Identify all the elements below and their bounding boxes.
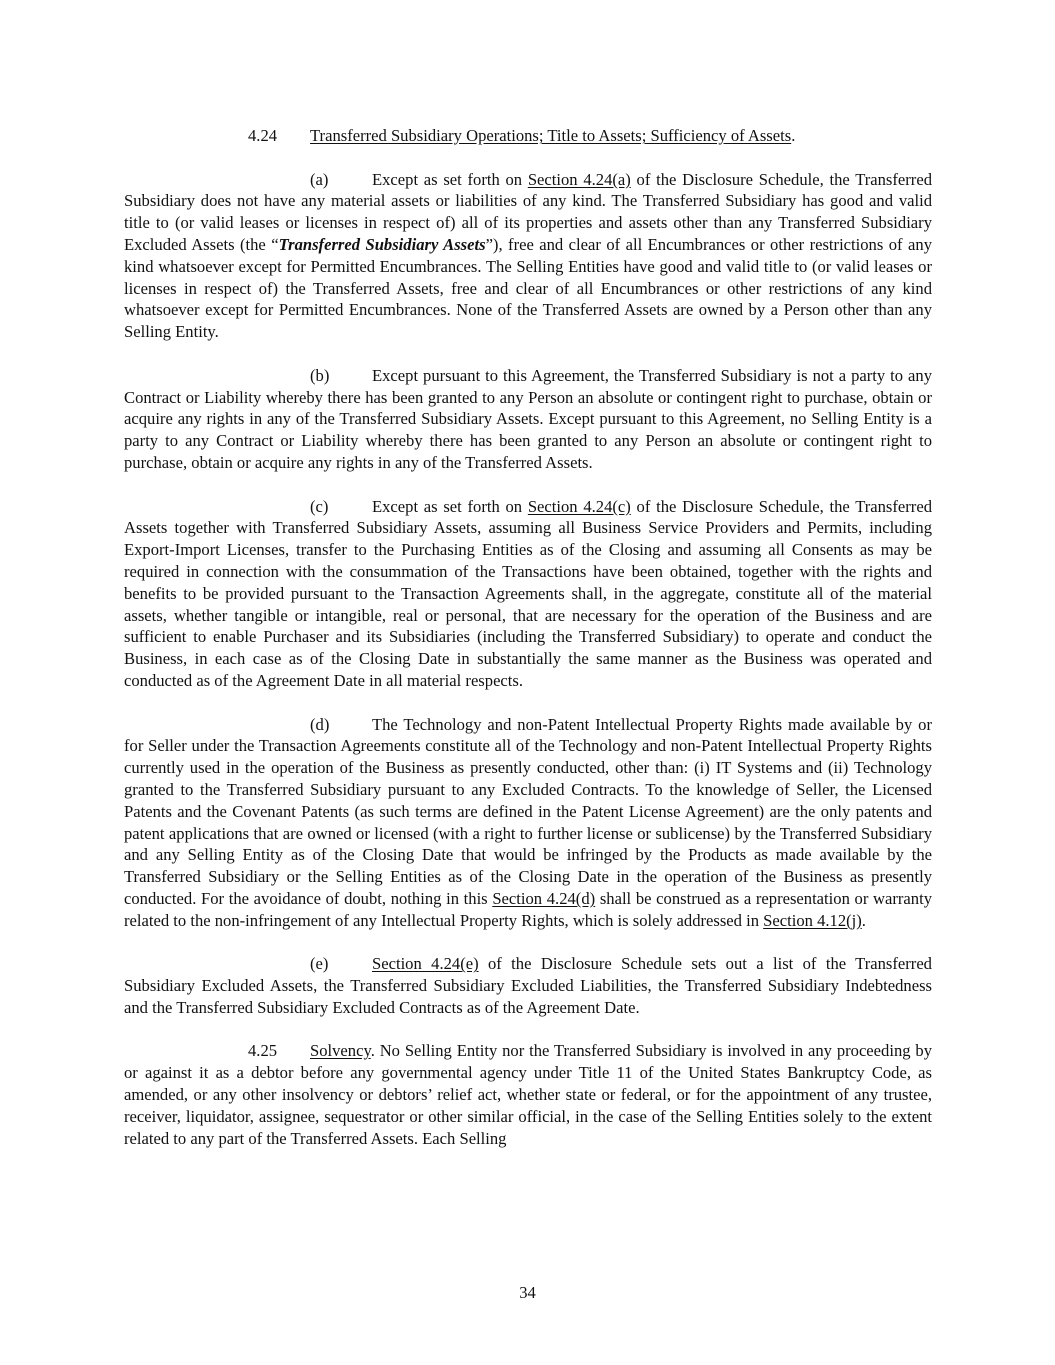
section-number: 4.25 <box>248 1041 278 1061</box>
paragraph-text: . No Selling Entity nor the Transferred Subsidiary is involved in any proceeding by or against it as a debtor before any governmental agency under Title 11 of the United States Bankruptcy Code, as amended, or any other insolvency or debtors’ relief act, whether state or federal, or for the appointment of any trustee, receiver, liquidator, assignee, sequestrator or other similar official, in the case of the Selling Entities solely to the extent related to any part of the Transferred Assets. Each Selling <box>124 1041 932 1148</box>
section-title: Transferred Subsidiary Operations; Title to Assets; Sufficiency of Assets <box>310 126 792 145</box>
paragraph-e <box>124 953 932 1018</box>
section-number: 4.24 <box>248 126 278 145</box>
section-4-25 <box>124 1040 932 1149</box>
paragraph-c <box>124 496 932 692</box>
paragraph-d <box>124 714 932 932</box>
paragraph-label: (a) <box>310 169 329 189</box>
paragraph-text: Except pursuant to this Agreement, the Transferred Subsidiary is not a party to any Contract or Liability whereby there has been granted to any Person an absolute or contingent right to purchase, obtain or acquire any rights in any of the Transferred Subsidiary Assets. Except pursuant to this Agreement, no Selling Entity is a party to any Contract or Liability whereby there has been granted to any Person an absolute or contingent right to purchase, obtain or acquire any rights in any of the Transferred Assets. <box>124 365 932 472</box>
paragraph-text: Except as set forth on <box>372 169 528 189</box>
paragraph-label: (c) <box>310 496 329 516</box>
paragraph-text: . <box>861 910 866 930</box>
paragraph-a <box>124 169 932 343</box>
paragraph-text: of the Disclosure Schedule, the Transferred Subsidiary does not have any material assets or liabilities of any kind. The Transferred Subsidiary has good and valid title to (or valid leases or licenses in respect of) all of its properties and assets other than any Transferred Subsidiary Excluded Assets (the “ <box>124 169 932 254</box>
paragraph-label: (e) <box>310 954 329 974</box>
section-reference: Section 4.24(e) <box>372 954 479 974</box>
section-4-24-heading <box>124 125 932 147</box>
paragraph-label: (d) <box>310 714 330 734</box>
section-reference: Section 4.24(c) <box>527 496 631 516</box>
document-page <box>124 125 932 1149</box>
paragraph-text: Except as set forth on <box>372 496 528 516</box>
paragraph-text: shall be construed as a representation or warranty related to the non-infringement of any Intellectual Property Rights, which is solely addressed in <box>124 888 932 930</box>
paragraph-text: ”), free and clear of all Encumbrances or other restrictions of any kind whatsoever except for Permitted Encumbrances. The Selling Entities have good and valid title to (or valid leases or licenses in respect of) the Transferred Assets, free and clear of all Encumbrances or other restrictions of any kind whatsoever except for Permitted Encumbrances. None of the Transferred Assets are owned by a Person other than any Selling Entity. <box>124 234 932 342</box>
page-number: 34 <box>519 1283 536 1302</box>
defined-term: Transferred Subsidiary Assets <box>278 234 486 254</box>
section-reference: Section 4.24(d) <box>492 888 596 908</box>
paragraph-b <box>124 365 932 474</box>
section-reference: Section 4.12(j) <box>763 910 862 930</box>
paragraph-label: (b) <box>310 365 330 385</box>
section-reference: Section 4.24(a) <box>527 169 631 189</box>
section-title: Solvency <box>310 1041 371 1061</box>
paragraph-text: of the Disclosure Schedule sets out a list of the Transferred Subsidiary Excluded Assets, the Transferred Subsidiary Excluded Liabilities, the Transferred Subsidiary Indebtedness and the Transferred Subsidiary Excluded Contracts as of the Agreement Date. <box>124 954 932 1017</box>
paragraph-text: The Technology and non-Patent Intellectual Property Rights made available by or for Seller under the Transaction Agreements constitute all of the Technology and non-Patent Intellectual Property Rights currently used in the operation of the Business as presently conducted, other than: (i) IT Systems and (ii) Technology granted to the Transferred Subsidiary pursuant to any Excluded Contracts. To the knowledge of Seller, the Licensed Patents and the Covenant Patents (as such terms are defined in the Patent License Agreement) are the only patents and patent applications that are owned or licensed (with a right to further license or sublicense) by the Transferred Subsidiary and any Selling Entity as of the Closing Date that would be infringed by the Products as made available by the Transferred Subsidiary or the Selling Entities as of the Closing Date in the operation of the Business as presently conducted. For the avoidance of doubt, nothing in this <box>124 714 932 908</box>
section-title-period: . <box>791 126 796 145</box>
paragraph-text: of the Disclosure Schedule, the Transferred Assets together with Transferred Subsidiary Assets, assuming all Business Service Providers and Permits, including Export-Import Licenses, transfer to the Purchasing Entities as of the Closing and assuming all Consents as may be required in connection with the consummation of the Transactions have been obtained, together with the rights and benefits to be provided pursuant to the Transaction Agreements shall, in the aggregate, constitute all of the material assets, whether tangible or intangible, real or personal, that are necessary for the operation of the Business and are sufficient to enable Purchaser and its Subsidiaries (including the Transferred Subsidiary) to operate and conduct the Business, in each case as of the Closing Date in substantially the same manner as the Business was operated and conducted as of the Agreement Date in all material respects. <box>124 496 932 690</box>
